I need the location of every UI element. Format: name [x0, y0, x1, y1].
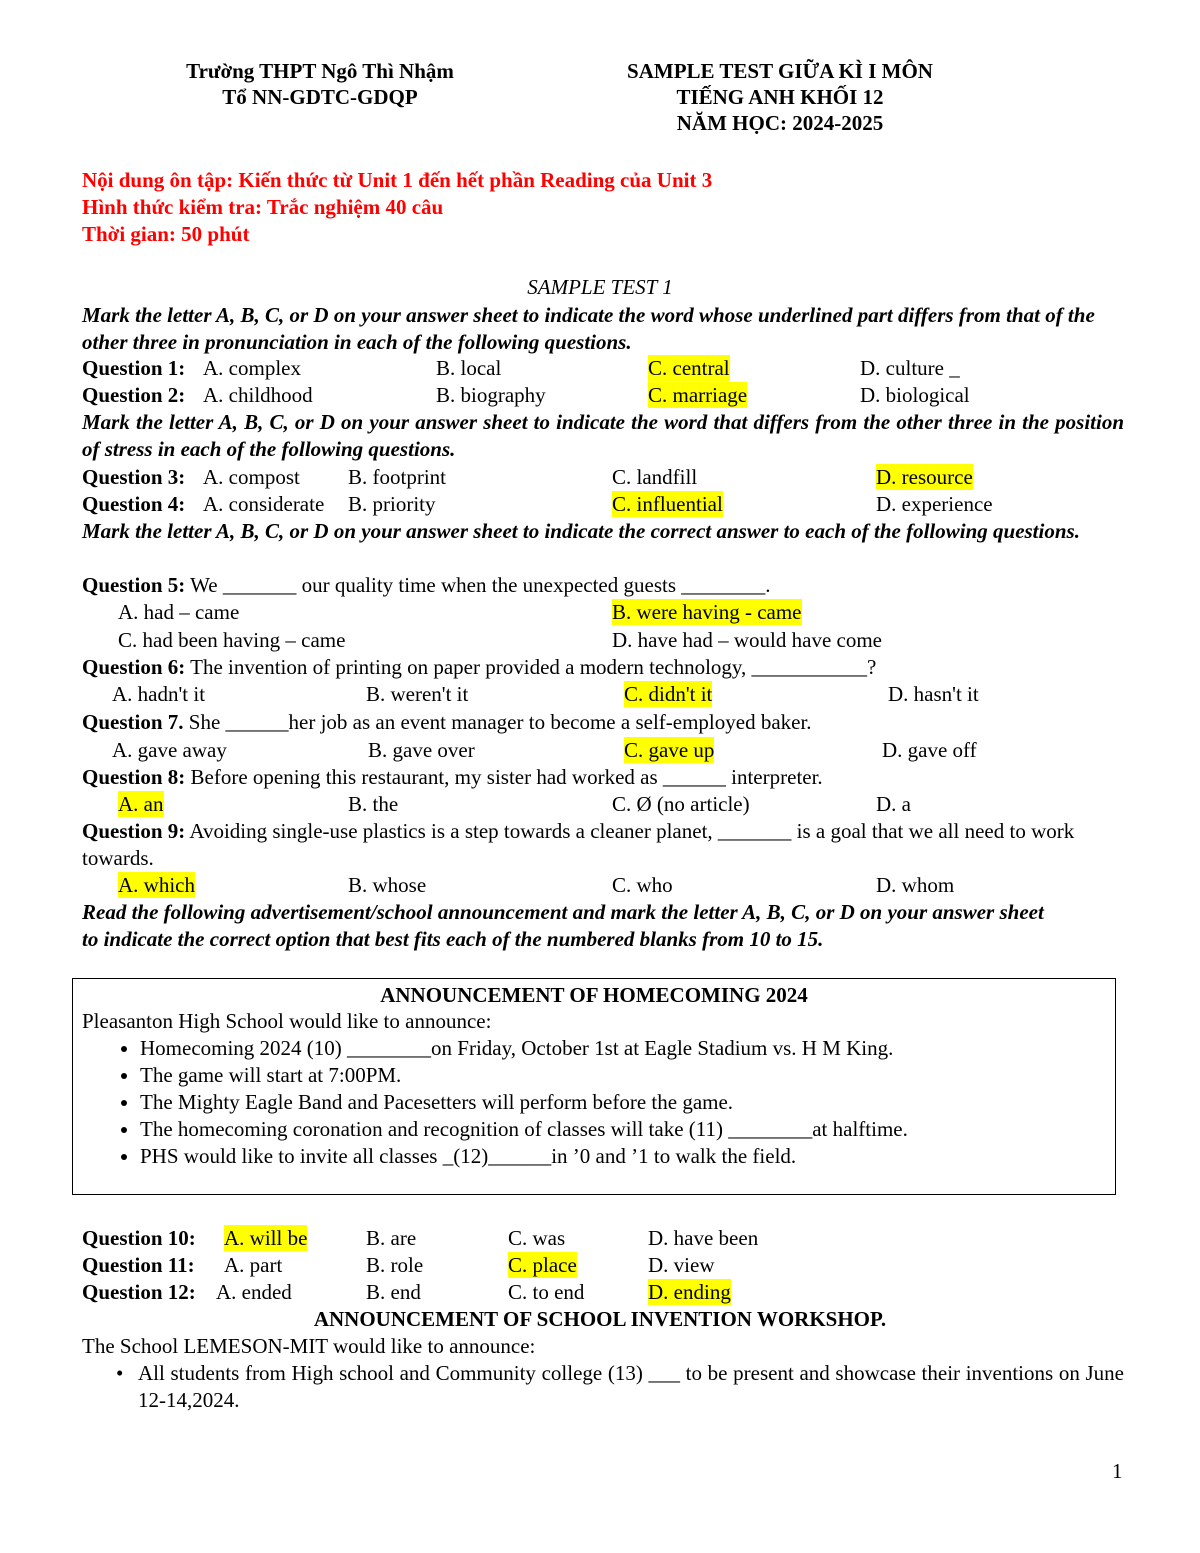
review-content: Nội dung ôn tập: Kiến thức từ Unit 1 đến hết phần Reading của Unit 3 [82, 168, 713, 192]
q3-option-d: D. resource [876, 465, 973, 489]
q10-option-b: B. are [366, 1226, 417, 1250]
q4-option-d: D. experience [876, 492, 993, 516]
q9-option-b: B. whose [348, 873, 427, 897]
announcement-workshop-item: All students from High school and Community college (13) ___ to be present and showcase their inventions on June 12-14,2024. [138, 1361, 1124, 1412]
q10-label: Question 10: [82, 1226, 196, 1250]
q11-option-a: A. part [224, 1253, 283, 1277]
q12-option-c: C. to end [508, 1280, 585, 1304]
q2-option-d: D. biological [860, 383, 970, 407]
q7-label: Question 7. [82, 710, 184, 734]
q4-option-c: C. influential [612, 492, 723, 516]
q6-stem: The invention of printing on paper provided a modern technology, ___________? [190, 655, 877, 679]
q11-option-b: B. role [366, 1253, 424, 1277]
list-item: • The game will start at 7:00PM. [140, 1062, 908, 1089]
q4-option-b: B. priority [348, 492, 436, 516]
q10-option-c: C. was [508, 1226, 566, 1250]
q8-option-d: D. a [876, 792, 911, 816]
q7-option-d: D. gave off [882, 738, 977, 762]
q3-option-b: B. footprint [348, 465, 446, 489]
q2-option-b: B. biography [436, 383, 546, 407]
q9-label: Question 9: [82, 819, 186, 843]
q5-option-c: C. had been having – came [118, 628, 346, 652]
directions-pronunciation: Mark the letter A, B, C, or D on your answer sheet to indicate the word whose underlined part differs from that of the other three in pronunciation in each of the following questions. [82, 303, 1095, 354]
q9-stem: Avoiding single-use plastics is a step towards a cleaner planet, _______ is a goal that we all need to work towards. [82, 819, 1075, 870]
q1-label: Question 1: [82, 356, 186, 380]
test-format: Hình thức kiểm tra: Trắc nghiệm 40 câu [82, 195, 444, 219]
q12-option-d: D. ending [648, 1280, 731, 1304]
directions-stress: Mark the letter A, B, C, or D on your answer sheet to indicate the word that differs from the other three in the position of stress in each of the following questions. [82, 410, 1124, 461]
list-item: • Homecoming 2024 (10) ________on Friday, October 1st at Eagle Stadium vs. H M King. [140, 1035, 908, 1062]
q7-option-a: A. gave away [112, 738, 227, 762]
announcement-homecoming-title: ANNOUNCEMENT OF HOMECOMING 2024 [380, 983, 808, 1007]
q5-option-b: B. were having - came [612, 600, 802, 624]
q9-option-a: A. which [118, 873, 195, 897]
q8-row [82, 764, 823, 790]
q7-row [82, 709, 812, 735]
department-name: Tổ NN-GDTC-GDQP [222, 85, 418, 109]
q7-option-c: C. gave up [624, 738, 715, 762]
announcement-workshop-title: ANNOUNCEMENT OF SCHOOL INVENTION WORKSHOP. [313, 1307, 887, 1331]
q2-option-c: C. marriage [648, 383, 748, 407]
list-item: • The homecoming coronation and recognition of classes will take (11) ________at halftime. [140, 1116, 908, 1143]
sample-test-title: SAMPLE TEST 1 [527, 275, 673, 299]
q3-label: Question 3: [82, 465, 186, 489]
q7-option-b: B. gave over [368, 738, 475, 762]
q6-option-b: B. weren't it [366, 682, 469, 706]
q3-option-a: A. compost [203, 465, 300, 489]
list-item: • The Mighty Eagle Band and Pacesetters will perform before the game. [140, 1089, 908, 1116]
q6-label: Question 6: [82, 655, 186, 679]
q5-option-a: A. had – came [118, 600, 240, 624]
q1-option-a: A. complex [203, 356, 301, 380]
bullet-icon: • [116, 1361, 124, 1385]
q5-row [82, 572, 771, 598]
list-item: • PHS would like to invite all classes _(12)______in ’0 and ’1 to walk the field. [140, 1143, 908, 1170]
q5-stem: We _______ our quality time when the unexpected guests ________. [190, 573, 771, 597]
announcement-homecoming-list [105, 1035, 908, 1170]
q10-option-a: A. will be [224, 1226, 308, 1250]
q5-label: Question 5: [82, 573, 186, 597]
q3-option-c: C. landfill [612, 465, 698, 489]
q1-option-d: D. culture _ [860, 356, 960, 380]
q9-row [82, 818, 1124, 872]
q1-option-b: B. local [436, 356, 502, 380]
directions-correct-answer: Mark the letter A, B, C, or D on your answer sheet to indicate the correct answer to each of the following questions. [82, 519, 1080, 543]
test-time: Thời gian: 50 phút [82, 222, 250, 246]
announcement-workshop-intro: The School LEMESON-MIT would like to announce: [82, 1334, 536, 1358]
q8-option-c: C. Ø (no article) [612, 792, 750, 816]
test-title-line1: SAMPLE TEST GIỮA KÌ I MÔN [627, 59, 933, 83]
q6-option-d: D. hasn't it [888, 682, 979, 706]
q11-option-d: D. view [648, 1253, 715, 1277]
school-year: NĂM HỌC: 2024-2025 [676, 111, 884, 135]
test-title-line2: TIẾNG ANH KHỐI 12 [676, 85, 884, 109]
q8-option-b: B. the [348, 792, 399, 816]
q12-label: Question 12: [82, 1280, 196, 1304]
q8-label: Question 8: [82, 765, 186, 789]
q7-stem: She ______her job as an event manager to become a self-employed baker. [188, 710, 812, 734]
q2-option-a: A. childhood [203, 383, 313, 407]
announcement-homecoming-intro: Pleasanton High School would like to announce: [82, 1009, 492, 1033]
q6-option-c: C. didn't it [624, 682, 713, 706]
q5-option-d: D. have had – would have come [612, 628, 882, 652]
q4-option-a: A. considerate [203, 492, 325, 516]
q1-option-c: C. central [648, 356, 730, 380]
q4-label: Question 4: [82, 492, 186, 516]
q9-option-c: C. who [612, 873, 673, 897]
q8-option-a: A. an [118, 792, 164, 816]
q6-row [82, 654, 876, 680]
q2-label: Question 2: [82, 383, 186, 407]
q11-label: Question 11: [82, 1253, 195, 1277]
directions-reading: Read the following advertisement/school announcement and mark the letter A, B, C, or D on your answer sheet to indicate the correct option that best fits each of the numbered blanks from 10 to 15. [82, 900, 1044, 951]
q11-option-c: C. place [508, 1253, 577, 1277]
page-number: 1 [1112, 1459, 1123, 1483]
q12-option-a: A. ended [216, 1280, 292, 1304]
school-name: Trường THPT Ngô Thì Nhậm [186, 59, 454, 83]
q6-option-a: A. hadn't it [112, 682, 206, 706]
q8-stem: Before opening this restaurant, my sister had worked as ______ interpreter. [190, 765, 823, 789]
q9-option-d: D. whom [876, 873, 955, 897]
q12-option-b: B. end [366, 1280, 421, 1304]
q10-option-d: D. have been [648, 1226, 759, 1250]
